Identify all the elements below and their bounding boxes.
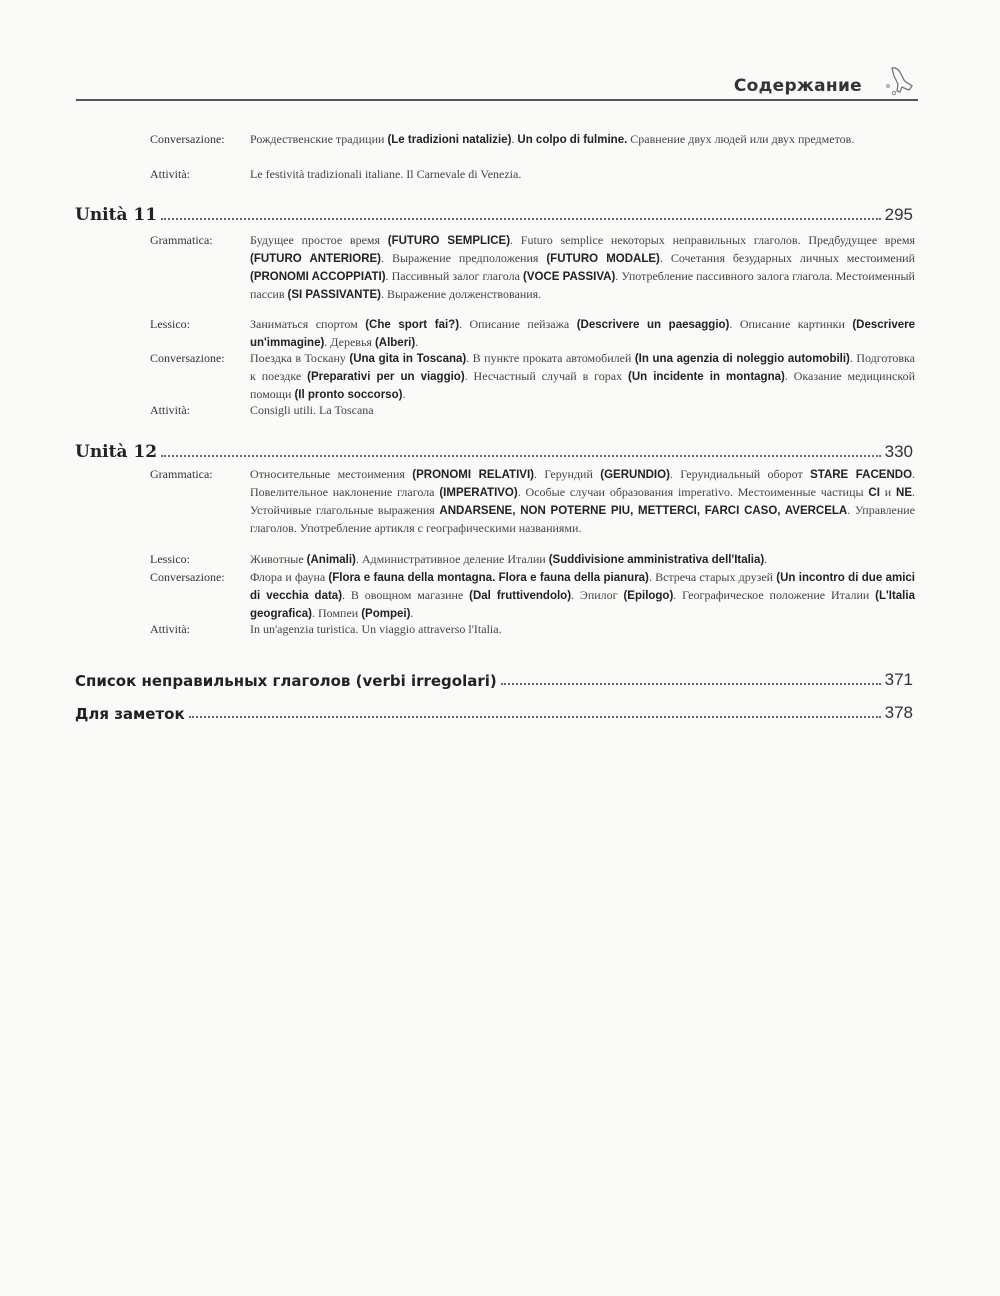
entry-label: Grammatica: <box>150 233 213 247</box>
entry-label: Attività: <box>150 622 190 636</box>
header-rule <box>76 99 918 101</box>
entry-label: Conversazione: <box>150 351 225 365</box>
entry-text: Заниматься спортом (Che sport fai?). Описание пейзажа (Descrivere un paesaggio). Описание картинки (Descrivere un'immagine). Деревья (Alberi). <box>250 317 915 349</box>
italy-boot-icon <box>882 64 916 100</box>
entry-text: Le festività tradizionali italiane. Il Carnevale di Venezia. <box>250 167 522 181</box>
entry-label: Lessico: <box>150 552 190 566</box>
irregular-verbs-heading[interactable] <box>75 666 913 690</box>
unit-11-heading[interactable] <box>75 201 913 225</box>
page-number: 371 <box>884 670 913 689</box>
page-title: Содержание <box>733 76 862 96</box>
entry-text: Consigli utili. La Toscana <box>250 403 374 417</box>
page-number: 330 <box>884 442 913 461</box>
entry-text: Будущее простое время (FUTURO SEMPLICE). Futuro semplice некоторых неправильных глаголов. Предбудущее время (FUTURO ANTERIORE). Выражение предположения (FUTURO MODALE). Сочетания безударных личных местоимений (PRONOMI ACCOPPIATI). Пассивный залог глагола (VOCE PASSIVA). Употребление пассивного залога глагола. Местоименный пассив (SI PASSIVANTE). Выражение долженствования. <box>250 233 916 301</box>
entry-text: Животные (Animali). Административное деление Италии (Suddivisione amministrativa dell'Italia). <box>250 552 768 566</box>
entry-label: Conversazione: <box>150 570 225 584</box>
unit-title: Unità 11 <box>75 205 158 225</box>
entry-label: Conversazione: <box>150 132 225 146</box>
leader-dots <box>501 683 881 685</box>
entry-label: Lessico: <box>150 317 190 331</box>
page-number: 295 <box>884 205 913 224</box>
entry-text: In un'agenzia turistica. Un viaggio attraverso l'Italia. <box>250 622 502 636</box>
section-title: Список неправильных глаголов (verbi irregolari) <box>75 672 497 690</box>
unit-title: Unità 12 <box>75 442 158 462</box>
entry-text: Относительные местоимения (PRONOMI RELATIVI). Герундий (GERUNDIO). Герундиальный оборот STARE FACENDO. Повелительное наклонение глагола (IMPERATIVO). Особые случаи образования imperativo. Местоименные частицы CI и NE. Устойчивые глагольные выражения ANDARSENE, NON POTERNE PIU, METTERCI, FARCI CASO, AVERCELA. Управление глаголов. Употребление артикля с географическими названиями. <box>250 467 916 535</box>
leader-dots <box>161 455 881 457</box>
entry-text: Рождественские традиции (Le tradizioni natalizie). Un colpo di fulmine. Сравнение двух людей или двух предметов. <box>250 132 855 146</box>
entry-text: Флора и фауна (Flora e fauna della montagna. Flora e fauna della pianura). Встреча старых друзей (Un incontro di due amici di vecchia data). В овощном магазине (Dal fruttivendolo). Эпилог (Epilogo). Географическое положение Италии (L'Italia geografica). Помпеи (Pompei). <box>250 570 915 620</box>
page-number: 378 <box>884 703 913 722</box>
entry-label: Attività: <box>150 403 190 417</box>
page-header <box>76 70 918 104</box>
entry-label: Attività: <box>150 167 190 181</box>
entry-text: Поездка в Тоскану (Una gita in Toscana). В пункте проката автомобилей (In una agenzia di noleggio automobili). Подготовка к поездке (Preparativi per un viaggio). Несчастный случай в горах (Un incidente in montagna). Оказание медицинской помощи (Il pronto soccorso). <box>250 351 915 401</box>
section-title: Для заметок <box>75 705 185 723</box>
leader-dots <box>189 716 881 718</box>
entry-label: Grammatica: <box>150 467 213 481</box>
notes-heading[interactable] <box>75 699 913 723</box>
leader-dots <box>161 218 881 220</box>
unit-12-heading[interactable] <box>75 438 913 462</box>
